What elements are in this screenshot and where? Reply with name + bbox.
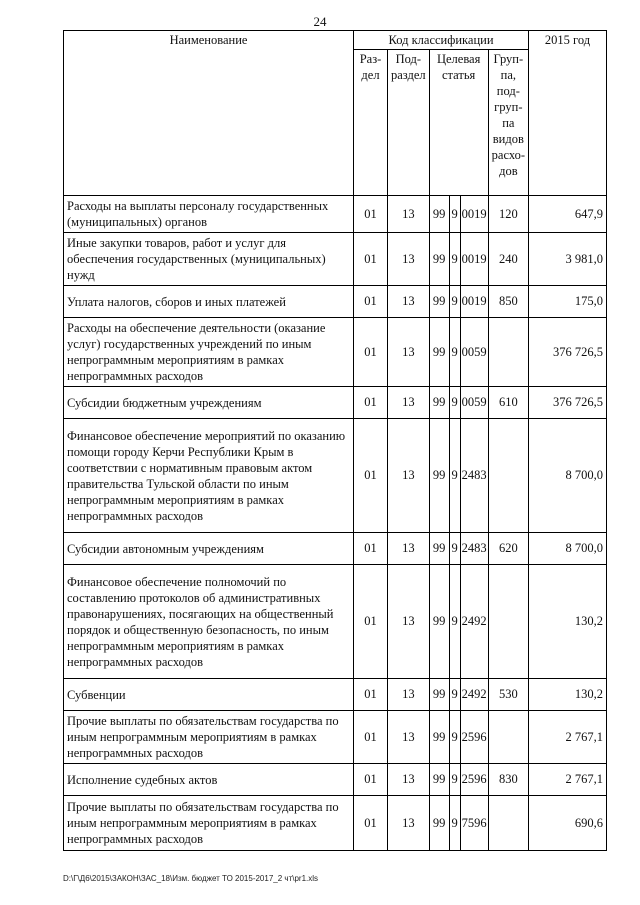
cell-article-program: 99	[429, 565, 449, 679]
cell-article-program: 99	[429, 196, 449, 233]
table-row	[64, 796, 607, 851]
cell-amount: 376 726,5	[529, 387, 607, 419]
cell-article-subprogram: 9	[449, 419, 460, 533]
cell-article-direction: 0019	[460, 286, 488, 318]
cell-podrazdel: 13	[388, 387, 430, 419]
cell-amount: 8 700,0	[529, 533, 607, 565]
cell-article-subprogram: 9	[449, 679, 460, 711]
cell-razdel: 01	[354, 533, 388, 565]
cell-expense-type	[488, 565, 528, 679]
cell-amount: 376 726,5	[529, 318, 607, 387]
cell-razdel: 01	[354, 318, 388, 387]
cell-article-direction: 0019	[460, 233, 488, 286]
cell-article-subprogram: 9	[449, 233, 460, 286]
cell-podrazdel: 13	[388, 565, 430, 679]
cell-name: Финансовое обеспечение мероприятий по оказанию помощи городу Керчи Республики Крым в соответствии с нормативным правовым актом правительства Тульской области по иным непрограммным мероприятиям в рамках непрограммных расходов	[64, 419, 354, 533]
table-row	[64, 318, 607, 387]
table-row	[64, 196, 607, 233]
cell-article-program: 99	[429, 419, 449, 533]
cell-article-subprogram: 9	[449, 565, 460, 679]
table-row	[64, 286, 607, 318]
cell-name: Субсидии автономным учреждениям	[64, 533, 354, 565]
footer-file-path: D:\Г\Д6\2015\ЗАКОН\ЗАС_18\Изм. бюджет ТО 2015-2017_2 чт\pr1.xls	[63, 874, 319, 883]
cell-article-subprogram: 9	[449, 286, 460, 318]
cell-amount: 690,6	[529, 796, 607, 851]
cell-article-direction: 2483	[460, 533, 488, 565]
header-classification-code: Код классификации	[354, 31, 529, 50]
cell-name: Расходы на обеспечение деятельности (оказание услуг) государственных учреждений по иным непрограммным мероприятиям в рамках непрограммных расходов	[64, 318, 354, 387]
cell-name: Уплата налогов, сборов и иных платежей	[64, 286, 354, 318]
cell-expense-type	[488, 711, 528, 764]
cell-amount: 130,2	[529, 679, 607, 711]
table-row	[64, 533, 607, 565]
cell-article-direction: 0019	[460, 196, 488, 233]
cell-amount: 130,2	[529, 565, 607, 679]
cell-article-direction: 7596	[460, 796, 488, 851]
cell-razdel: 01	[354, 679, 388, 711]
cell-amount: 2 767,1	[529, 764, 607, 796]
cell-expense-type: 120	[488, 196, 528, 233]
header-expense-group: Груп-па, под-груп-па видов расхо-дов	[488, 50, 528, 196]
cell-expense-type: 850	[488, 286, 528, 318]
cell-name: Прочие выплаты по обязательствам государства по иным непрограммным мероприятиям в рамках непрограммных расходов	[64, 711, 354, 764]
cell-razdel: 01	[354, 233, 388, 286]
cell-expense-type	[488, 318, 528, 387]
cell-name: Субсидии бюджетным учреждениям	[64, 387, 354, 419]
cell-expense-type: 830	[488, 764, 528, 796]
cell-article-direction: 0059	[460, 387, 488, 419]
cell-article-direction: 0059	[460, 318, 488, 387]
cell-razdel: 01	[354, 764, 388, 796]
header-name: Наименование	[64, 31, 354, 196]
table-row	[64, 419, 607, 533]
table-row	[64, 233, 607, 286]
cell-expense-type: 620	[488, 533, 528, 565]
cell-article-program: 99	[429, 711, 449, 764]
cell-amount: 2 767,1	[529, 711, 607, 764]
table-row	[64, 387, 607, 419]
cell-podrazdel: 13	[388, 711, 430, 764]
cell-article-subprogram: 9	[449, 796, 460, 851]
cell-article-subprogram: 9	[449, 387, 460, 419]
cell-razdel: 01	[354, 419, 388, 533]
table-row	[64, 764, 607, 796]
cell-razdel: 01	[354, 196, 388, 233]
cell-expense-type: 610	[488, 387, 528, 419]
cell-article-program: 99	[429, 387, 449, 419]
cell-amount: 8 700,0	[529, 419, 607, 533]
header-razdel: Раз-дел	[354, 50, 388, 196]
cell-name: Финансовое обеспечение полномочий по составлению протоколов об административных правонарушениях, посягающих на общественный порядок и общественную безопасность, по иным непрограммным мероприятиям в рамках непрограммных расходов	[64, 565, 354, 679]
cell-razdel: 01	[354, 796, 388, 851]
cell-expense-type: 240	[488, 233, 528, 286]
cell-expense-type	[488, 419, 528, 533]
cell-article-direction: 2483	[460, 419, 488, 533]
cell-article-direction: 2492	[460, 679, 488, 711]
cell-podrazdel: 13	[388, 533, 430, 565]
cell-amount: 3 981,0	[529, 233, 607, 286]
cell-article-direction: 2492	[460, 565, 488, 679]
cell-amount: 175,0	[529, 286, 607, 318]
table-row	[64, 711, 607, 764]
cell-podrazdel: 13	[388, 796, 430, 851]
cell-podrazdel: 13	[388, 318, 430, 387]
cell-razdel: 01	[354, 565, 388, 679]
header-target-article: Целевая статья	[429, 50, 488, 196]
cell-amount: 647,9	[529, 196, 607, 233]
cell-podrazdel: 13	[388, 233, 430, 286]
table-row	[64, 565, 607, 679]
cell-article-subprogram: 9	[449, 764, 460, 796]
cell-article-subprogram: 9	[449, 711, 460, 764]
cell-podrazdel: 13	[388, 764, 430, 796]
cell-article-program: 99	[429, 233, 449, 286]
cell-article-direction: 2596	[460, 711, 488, 764]
cell-expense-type: 530	[488, 679, 528, 711]
cell-name: Исполнение судебных актов	[64, 764, 354, 796]
page-number: 24	[313, 14, 327, 29]
budget-table	[63, 30, 607, 851]
cell-article-program: 99	[429, 286, 449, 318]
cell-article-program: 99	[429, 533, 449, 565]
cell-article-direction: 2596	[460, 764, 488, 796]
cell-article-subprogram: 9	[449, 318, 460, 387]
cell-podrazdel: 13	[388, 679, 430, 711]
table-body	[64, 196, 607, 851]
cell-article-program: 99	[429, 764, 449, 796]
cell-podrazdel: 13	[388, 419, 430, 533]
cell-expense-type	[488, 796, 528, 851]
header-podrazdel: Под-раздел	[388, 50, 430, 196]
cell-name: Субвенции	[64, 679, 354, 711]
cell-podrazdel: 13	[388, 196, 430, 233]
cell-name: Прочие выплаты по обязательствам государства по иным непрограммным мероприятиям в рамках непрограммных расходов	[64, 796, 354, 851]
cell-name: Иные закупки товаров, работ и услуг для обеспечения государственных (муниципальных) нужд	[64, 233, 354, 286]
cell-razdel: 01	[354, 286, 388, 318]
cell-podrazdel: 13	[388, 286, 430, 318]
cell-razdel: 01	[354, 711, 388, 764]
header-year: 2015 год	[529, 31, 607, 196]
cell-article-subprogram: 9	[449, 533, 460, 565]
cell-article-program: 99	[429, 318, 449, 387]
cell-razdel: 01	[354, 387, 388, 419]
cell-article-subprogram: 9	[449, 196, 460, 233]
cell-article-program: 99	[429, 679, 449, 711]
cell-article-program: 99	[429, 796, 449, 851]
table-row	[64, 679, 607, 711]
cell-name: Расходы на выплаты персоналу государственных (муниципальных) органов	[64, 196, 354, 233]
